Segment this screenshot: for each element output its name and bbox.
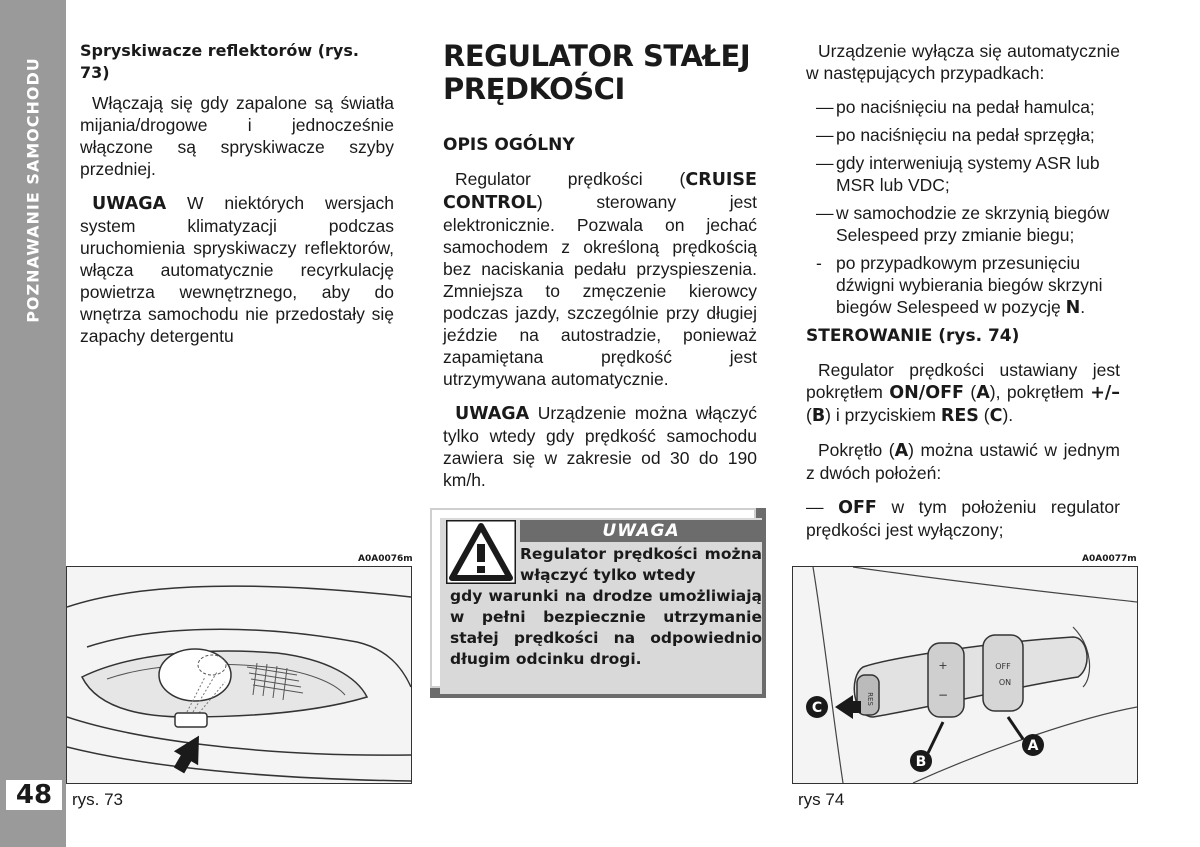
on-off-term: ON/OFF [889, 383, 964, 403]
off-term: OFF [838, 498, 877, 518]
text-run: ), pokrętłem [989, 382, 1091, 402]
auto-off-intro: Urządzenie wyłącza się automatycznie w następujących przypadkach: [806, 41, 1120, 83]
label-a: A [1027, 738, 1039, 754]
text-run: ( [963, 382, 977, 402]
ref-a: A [976, 383, 990, 403]
list-item [806, 96, 1120, 118]
auto-off-list [806, 96, 1120, 319]
list-item-text: w samochodzie ze skrzynią biegów Selespeed przy zmianie biegu; [836, 203, 1110, 245]
text-run: ) sterowany jest elektronicznie. Pozwala on jechać samochodem z określoną prędkością bez naciskania pedału przyspieszenia. Zmniejsza to zmęczenie kierowcy podczas jazdy, szczególnie przy długiej jeździe na autostradzie, ponieważ zapamiętana prędkość jest utrzymywana automatycznie. [443, 192, 757, 389]
list-dash: — [816, 97, 834, 117]
column-1 [80, 40, 394, 359]
plus-icon: + [938, 659, 948, 672]
warning-text [450, 544, 762, 670]
off-label: OFF [995, 662, 1011, 671]
list-item-text: gdy interweniują systemy ASR lub MSR lub VDC; [836, 153, 1100, 195]
list-dash: — [816, 153, 834, 173]
general-description-heading: OPIS OGÓLNY [443, 135, 575, 155]
text-run: Regulator prędkości ( [455, 169, 686, 189]
figure-74-caption: rys 74 [798, 790, 845, 809]
warning-panel [430, 508, 762, 688]
text-run: Pokrętło ( [818, 440, 895, 460]
text-run: — [806, 497, 839, 517]
note-label: UWAGA [92, 194, 167, 214]
ref-a: A [894, 441, 909, 461]
ref-b: B [811, 406, 826, 426]
figure-73-code: A0A0076m [358, 554, 413, 564]
list-item [806, 202, 1120, 246]
on-label: ON [998, 678, 1012, 687]
page-title [443, 40, 757, 106]
note-label: UWAGA [455, 404, 530, 424]
headlight-washers-text: Włączają się gdy zapalone są światła mijania/drogowe i jednocześnie włączone są spryskiwacze szyby przedniej. [80, 93, 394, 179]
warning-box [430, 508, 766, 698]
car-front-illustration [67, 567, 411, 783]
knob-positions-text [806, 439, 1120, 484]
headlight-washers-heading: Spryskiwacze reflektorów (rys. 73) [80, 41, 359, 82]
cruise-control-term: CRUISE CONTROL [443, 170, 757, 213]
list-dash: — [816, 203, 834, 223]
cruise-note [443, 402, 757, 491]
figure-73-caption: rys. 73 [72, 790, 124, 809]
off-position-text [806, 496, 1120, 541]
list-item-text: po przypadkowym przesunięciu dźwigni wybierania biegów skrzyni biegów Selespeed w pozycję [836, 253, 1103, 317]
text-run: . [1080, 297, 1086, 317]
label-c: C [811, 700, 823, 716]
section-title: POZNAWANIE SAMOCHODU [23, 57, 43, 323]
text-run: Regulator prędkości ustawiany jest pokrętłem [806, 360, 1120, 402]
list-item-text: po naciśnięciu na pedał hamulca; [836, 97, 1095, 117]
list-item [806, 124, 1120, 146]
cruise-description [443, 168, 757, 390]
figure-74-code: A0A0077m [1082, 554, 1137, 564]
figure-73 [66, 566, 412, 784]
plus-minus-term: +/– [1090, 383, 1120, 403]
note-text: Urządzenie można włączyć tylko wtedy gdy prędkość samochodu zawiera się w zakresie od 30 do 190 km/h. [443, 403, 757, 490]
text-run: ( [978, 405, 990, 425]
list-item-text: po naciśnięciu na pedał sprzęgła; [836, 125, 1095, 145]
figure-74 [792, 566, 1138, 784]
label-b: B [915, 754, 927, 770]
ref-c: C [989, 406, 1003, 426]
text-run: w tym położeniu regulator prędkości jest wyłączony; [806, 497, 1120, 540]
control-heading: STEROWANIE (rys. 74) [806, 326, 1020, 346]
list-item [806, 252, 1120, 319]
warning-text-rest: gdy warunki na drodze umożliwiają w pełni bezpiecznie utrzymanie stałej prędkości na odpowiednio długim odcinku drogi. [450, 587, 762, 668]
column-2 [443, 40, 757, 503]
sidebar [0, 0, 66, 847]
note-text: W niektórych wersjach system klimatyzacji podczas uruchomienia spryskiwaczy reflektorów, włącza automatycznie recyrkulację powietrza wewnętrznego, aby do wnętrza samochodu nie przedostały się zapachy detergentu [80, 193, 394, 346]
cruise-lever-illustration [793, 567, 1137, 783]
column-3 [806, 40, 1120, 553]
list-item [806, 152, 1120, 196]
page-number: 48 [6, 780, 62, 810]
warning-banner: UWAGA [520, 520, 762, 542]
title-line-1: REGULATOR STAŁEJ [443, 39, 751, 73]
res-label: RES [866, 692, 874, 706]
list-dash: — [816, 125, 834, 145]
text-run: ) i przyciskiem [825, 405, 941, 425]
control-text [806, 359, 1120, 427]
minus-icon: − [937, 688, 949, 702]
text-run: ). [1002, 405, 1014, 425]
headlight-washers-note [80, 192, 394, 347]
res-term: RES [940, 406, 979, 426]
text-run: ( [806, 405, 812, 425]
warning-text-first: Regulator prędkości można włączyć tylko wtedy [520, 545, 762, 584]
list-dash: - [816, 253, 822, 273]
title-line-2: PRĘDKOŚCI [443, 72, 625, 106]
text-run: ) można ustawić w jednym z dwóch położeń: [806, 440, 1120, 483]
gear-n: N [1065, 298, 1081, 318]
